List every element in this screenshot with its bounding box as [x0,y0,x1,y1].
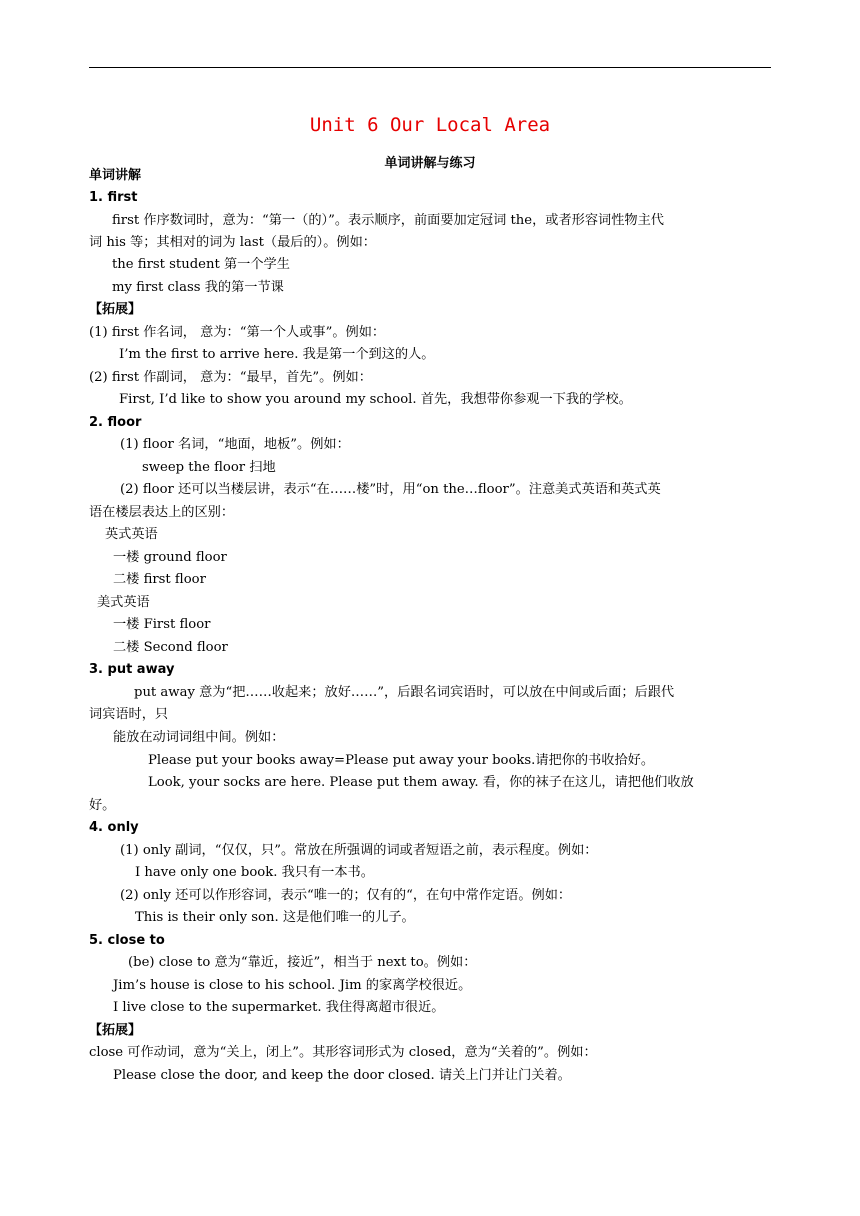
text-line: 二楼 first floor [113,572,206,587]
text-line: (1) only 副词，“仅仅，只”。常放在所强调的词或者短语之前，表示程度。例如： [120,843,598,858]
text-line: Look, your socks are here. Please put them away. 看，你的袜子在这儿，请把他们收放 [148,775,694,790]
section-heading: 2. floor [89,415,142,430]
text-line: 二楼 Second floor [113,640,228,655]
text-line: (2) floor 还可以当楼层讲，表示“在……楼”时，用“on the…floor”。注意美式英语和英式英 [120,482,661,497]
text-line: (1) first 作名词， 意为：“第一个人或事”。例如： [89,325,386,340]
text-line: the first student 第一个学生 [112,257,290,272]
section-heading: 3. put away [89,662,175,677]
text-line: close 可作动词，意为“关上，闭上”。其形容词形式为 closed，意为“关着的”。例如： [89,1045,597,1060]
text-line: I have only one book. 我只有一本书。 [135,865,374,880]
text-line: 美式英语 [97,595,150,610]
text-line: (be) close to 意为“靠近，接近”，相当于 next to。例如： [128,955,477,970]
text-line: Please close the door, and keep the door closed. 请关上门并让门关着。 [113,1068,571,1083]
text-line: put away 意为“把……收起来；放好……”，后跟名词宾语时，可以放在中间或后面；后跟代 [134,685,675,700]
text-line: Jim’s house is close to his school. Jim 的家离学校很近。 [113,978,472,993]
section-heading: 4. only [89,820,139,835]
text-line: I’m the first to arrive here. 我是第一个到这的人。 [119,347,435,362]
text-line: (2) first 作副词， 意为：“最早，首先”。例如： [89,370,372,385]
section-heading: 【拓展】 [89,1023,142,1038]
text-line: first 作序数词时，意为：“第一（的）”。表示顺序，前面要加定冠词 the，或者形容词性物主代 [112,213,664,228]
page-subtitle: 单词讲解与练习 [384,156,476,171]
text-line: 词宾语时，只 [89,707,169,722]
section-heading: 1. first [89,190,138,205]
text-line: I live close to the supermarket. 我住得离超市很近。 [113,1000,445,1015]
text-line: sweep the floor 扫地 [142,460,276,475]
text-line: 好。 [89,798,116,813]
header-rule [89,67,771,68]
text-line: First, I’d like to show you around my school. 首先，我想带你参观一下我的学校。 [119,392,632,407]
text-line: 一楼 First floor [113,617,211,632]
text-line: (1) floor 名词，“地面，地板”。例如： [120,437,350,452]
section-heading: 5. close to [89,933,165,948]
text-line: 英式英语 [105,527,158,542]
text-line: This is their only son. 这是他们唯一的儿子。 [135,910,415,925]
text-line: 一楼 ground floor [113,550,227,565]
section-heading: 单词讲解 [89,168,142,183]
text-line: (2) only 还可以作形容词，表示“唯一的；仅有的“，在句中常作定语。例如： [120,888,572,903]
section-heading: 【拓展】 [89,302,142,317]
page-title: Unit 6 Our Local Area [309,114,551,136]
text-line: 词 his 等；其相对的词为 last（最后的）。例如： [89,235,376,250]
text-line: 语在楼层表达上的区别： [89,505,235,520]
text-line: my first class 我的第一节课 [112,280,284,295]
text-line: Please put your books away=Please put away your books.请把你的书收拾好。 [148,753,655,768]
text-line: 能放在动词词组中间。例如： [113,730,285,745]
